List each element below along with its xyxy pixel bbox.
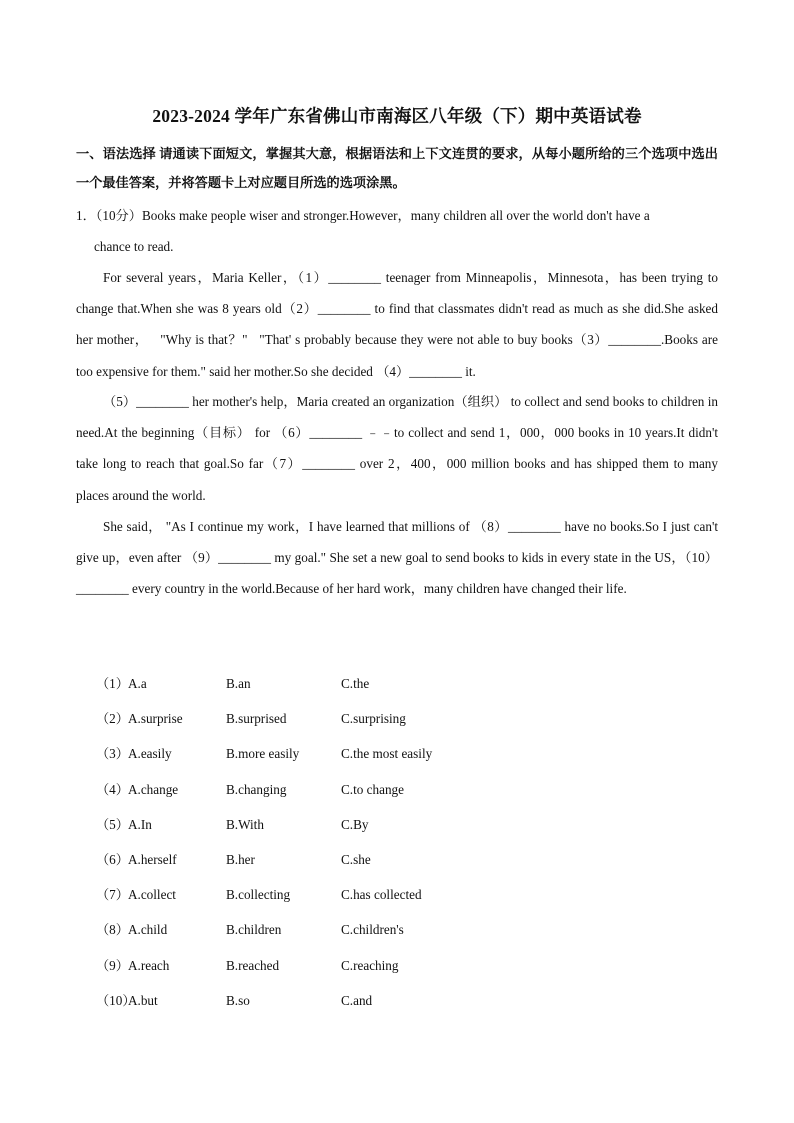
question-intro (76, 200, 718, 262)
option-b[interactable]: B.With (226, 816, 264, 832)
option-number: （6） (96, 851, 129, 867)
option-a[interactable]: A.herself (128, 851, 177, 867)
option-number: （4） (96, 781, 129, 797)
option-row (96, 774, 596, 809)
option-b[interactable]: B.collecting (226, 887, 291, 903)
option-number: （5） (96, 816, 129, 832)
option-number: （9） (96, 957, 129, 973)
option-row (96, 668, 596, 703)
option-row (96, 738, 596, 773)
page-title: 2023-2024 学年广东省佛山市南海区八年级（下）期中英语试卷 (152, 106, 642, 126)
option-number: （2） (96, 711, 129, 727)
option-c[interactable]: C.she (341, 851, 371, 867)
option-row (96, 844, 596, 879)
option-b[interactable]: B.an (226, 676, 251, 691)
option-b[interactable]: B.children (226, 922, 282, 938)
option-row (96, 914, 596, 949)
option-row (96, 950, 596, 985)
question-number: 1．（10分） (76, 208, 142, 223)
options-list (96, 668, 596, 1020)
passage-paragraph-3: She said， "As I continue my work，I have learned that millions of （8）________ have no books.So I just can't give up，even after （9）________ my goal." She set a new goal to send books to kids in every state in the US，（10）________ every country in the world.Because of her hard work，many children have changed their life. (76, 519, 718, 597)
option-a[interactable]: A.surprise (128, 711, 183, 727)
option-b[interactable]: B.more easily (226, 746, 300, 762)
option-number: （10） (96, 992, 136, 1008)
option-number: （1） (96, 676, 129, 691)
option-c[interactable]: C.to change (341, 781, 404, 797)
option-a[interactable]: A.a (128, 676, 147, 691)
option-c[interactable]: C.the most easily (341, 746, 433, 762)
option-b[interactable]: B.surprised (226, 711, 287, 727)
option-b[interactable]: B.changing (226, 781, 287, 797)
option-a[interactable]: A.In (128, 816, 152, 832)
option-a[interactable]: A.reach (128, 957, 170, 973)
option-row (96, 703, 596, 738)
option-b[interactable]: B.her (226, 851, 255, 867)
option-number: （8） (96, 922, 129, 938)
option-a[interactable]: A.but (128, 992, 158, 1008)
section-heading: 一、语法选择 请通读下面短文，掌握其大意，根据语法和上下文连贯的要求，从每小题所给的三个选项中选出一个最佳答案，并将答题卡上对应题目所选的选项涂黑。 (76, 146, 718, 190)
option-a[interactable]: A.easily (128, 746, 172, 762)
option-number: （7） (96, 887, 129, 903)
question-intro-line2: chance to read. (94, 239, 174, 254)
passage-paragraph-1: For several years，Maria Keller，（1）________ teenager from Minneapolis，Minnesota，has been trying to change that.When she was 8 years old（2）________ to find that classmates didn't read as much as she did.She asked her mother， "Why is that？" "That' s probably because they were not able to buy books（3）________.Books are too expensive for them." said her mother.So she decided （4）________ it. (76, 270, 718, 379)
question-intro-line1: Books make people wiser and stronger.However，many children all over the world don't have a (141, 208, 650, 223)
option-number: （3） (96, 746, 129, 762)
option-row (96, 985, 596, 1020)
option-b[interactable]: B.so (226, 992, 250, 1008)
option-b[interactable]: B.reached (226, 957, 280, 973)
option-row (96, 809, 596, 844)
option-c[interactable]: C.has collected (341, 887, 422, 903)
option-c[interactable]: C.children's (341, 922, 404, 938)
option-a[interactable]: A.change (128, 781, 179, 797)
option-row (96, 879, 596, 914)
option-c[interactable]: C.the (341, 676, 370, 691)
option-c[interactable]: C.reaching (341, 957, 399, 973)
option-a[interactable]: A.child (128, 922, 168, 938)
option-a[interactable]: A.collect (128, 887, 176, 903)
passage-paragraph-2: （5）________ her mother's help，Maria created an organization（组织） to collect and send books to children in need.At the beginning（目标） for （6）________ ﹣﹣to collect and send 1，000，000 books in 10 years.It didn't take long to reach that goal.So far（7）________ over 2，400，000 million books and has shipped them to many places around the world. (76, 394, 718, 503)
option-c[interactable]: C.By (341, 816, 369, 832)
option-c[interactable]: C.surprising (341, 711, 406, 727)
option-c[interactable]: C.and (341, 992, 373, 1008)
